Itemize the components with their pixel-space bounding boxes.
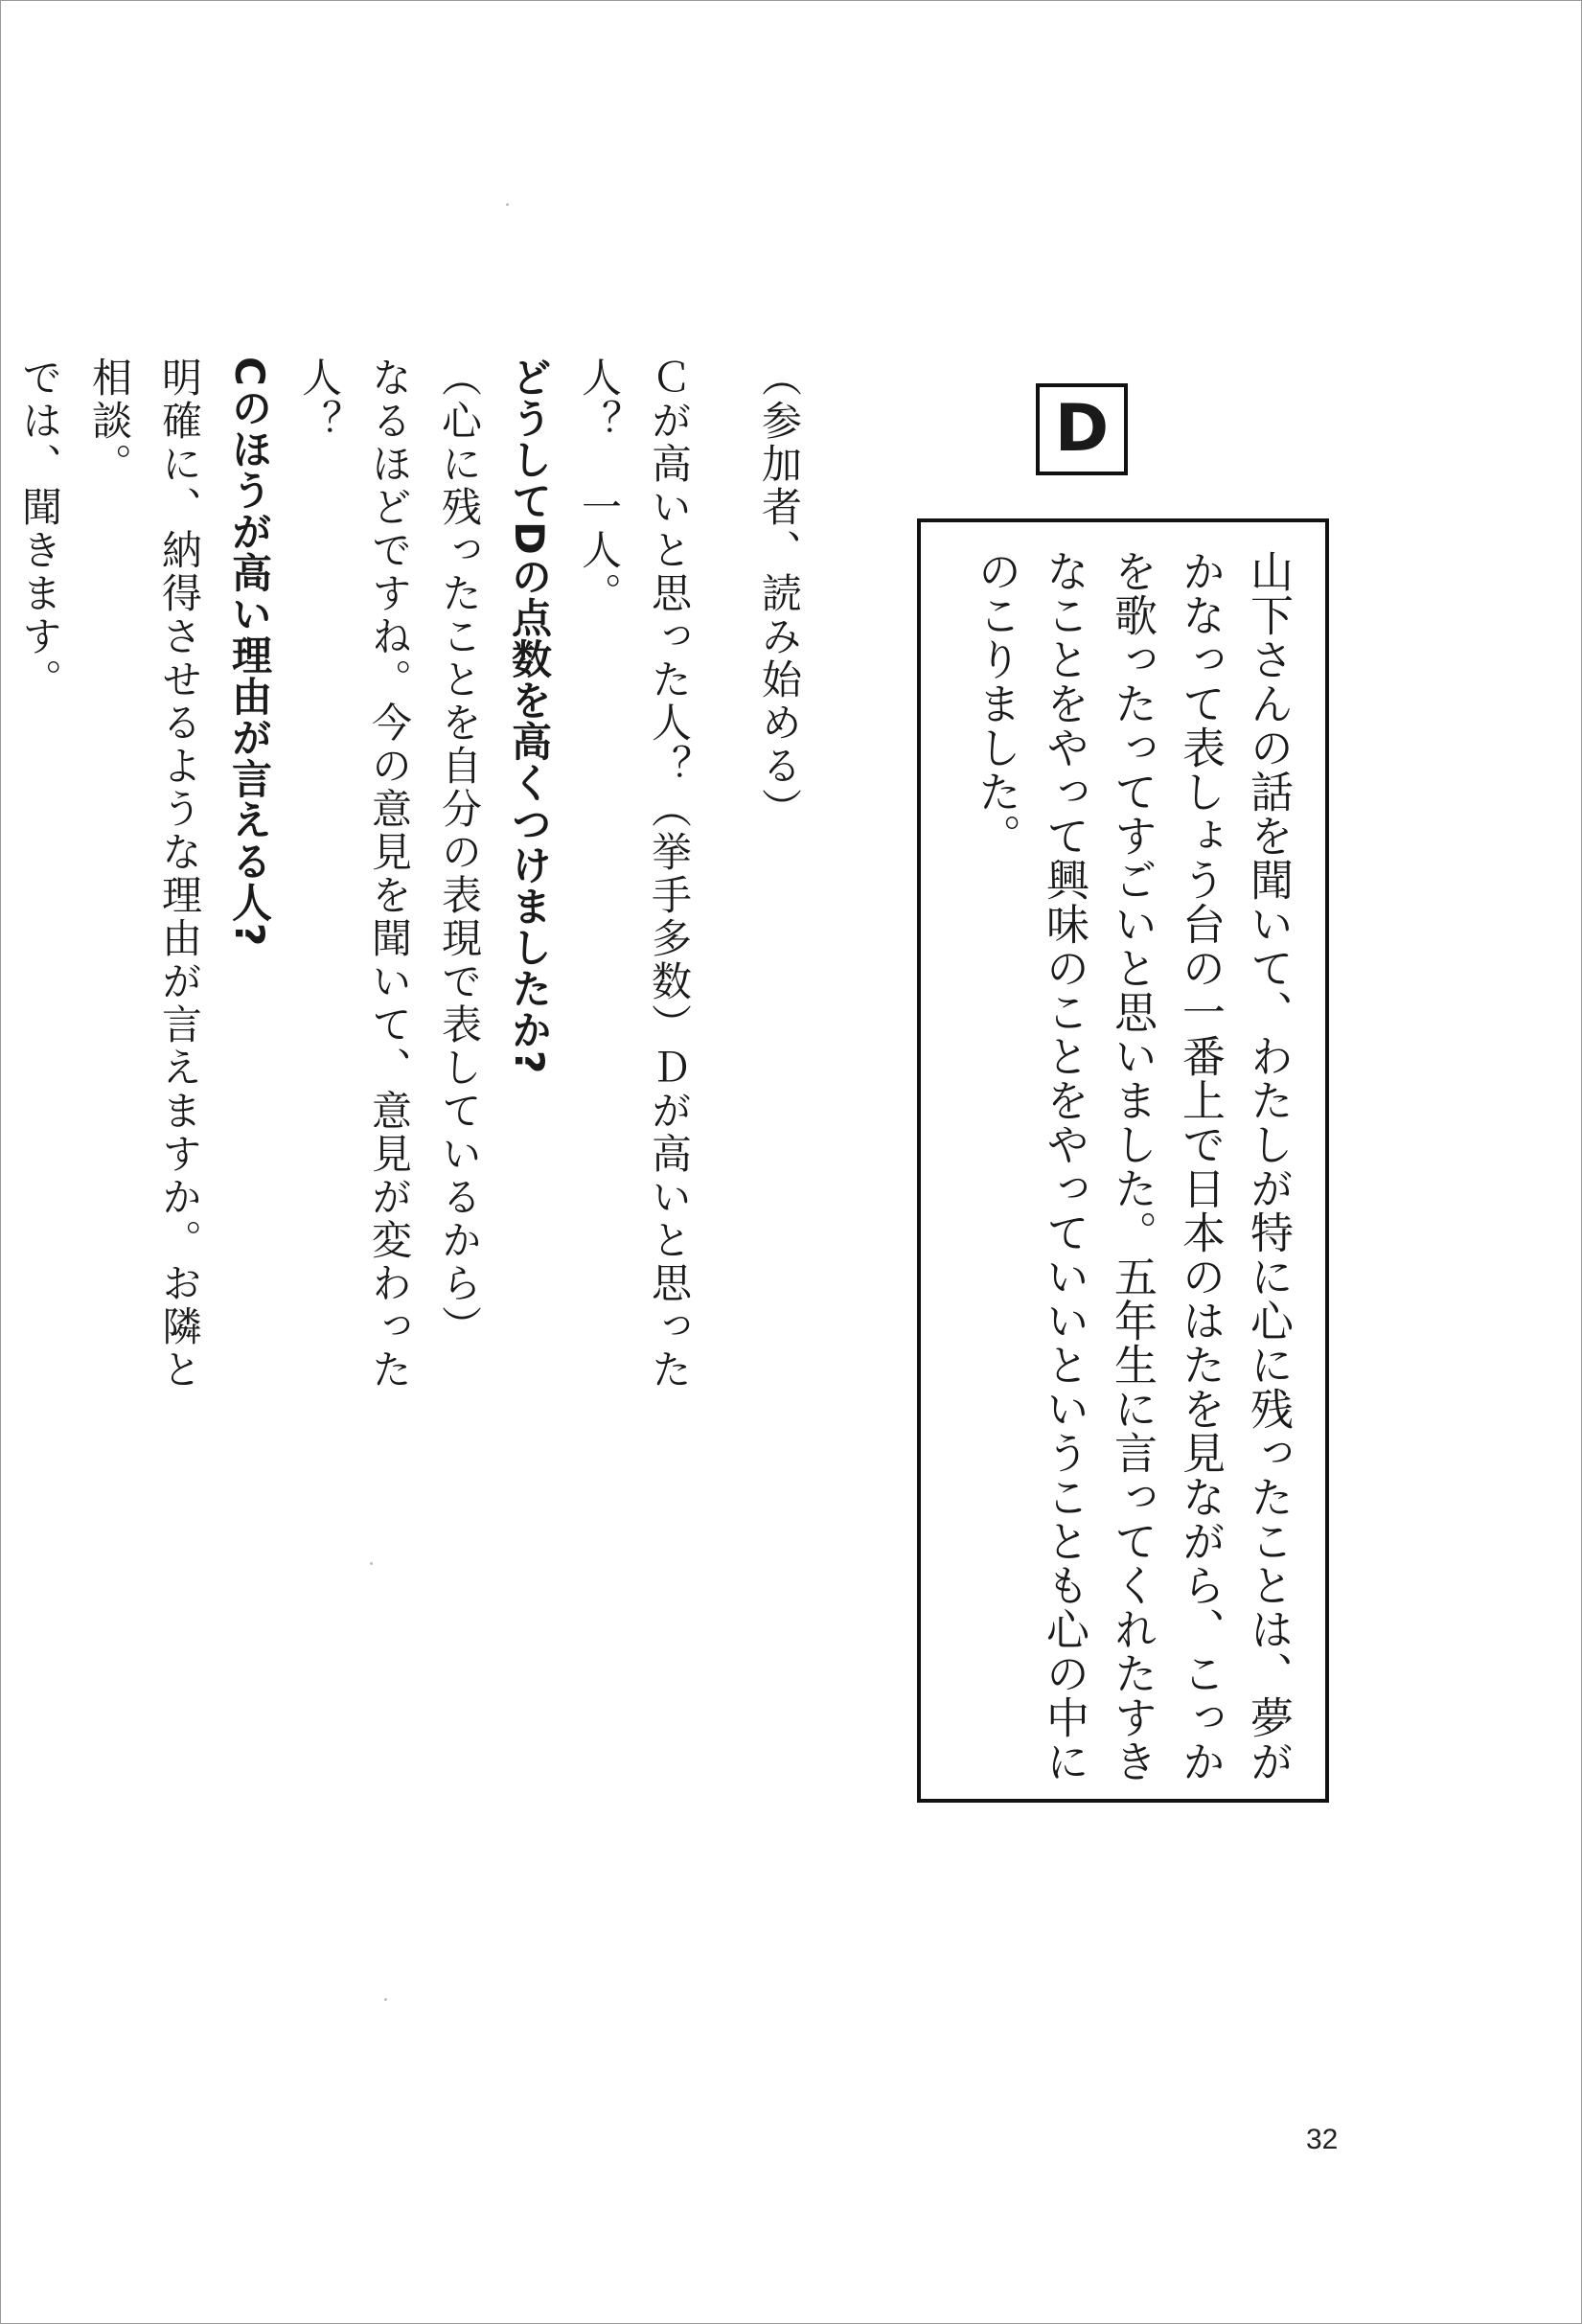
scan-speck — [506, 203, 509, 206]
section-label-text: D — [1054, 391, 1110, 467]
transcript-line: なるほどですね。今の意見を聞いて、意見が変わった人？ — [296, 357, 413, 1392]
quote-text: 山下さんの話を聞いて、わたしが特に心に残ったことは、夢がかなって表しょう台の一番上で日本のはたを見ながら、こっかを歌ったってすごいと思いました。五年生に言ってくれたすきなことをやって興味のことをやっていいということも心の中にのこりました。 — [971, 549, 1294, 1783]
transcript-line: （心に残ったことを自分の表現で表しているから） — [436, 357, 483, 1348]
transcript-line: （参加者、読み始める） — [756, 357, 803, 831]
section-label-box — [1036, 383, 1128, 475]
transcript-line: では、聞きます。 — [16, 357, 63, 702]
quote-box — [917, 518, 1329, 1803]
transcript-line — [0, 357, 5, 1392]
transcript-line: Ｃが高いと思った人？（挙手多数）Ｄが高いと思った人？ 一人。 — [576, 357, 693, 1392]
transcript-line-question: どうしてDの点数を高くつけましたか? — [506, 357, 553, 1075]
transcript — [16, 357, 814, 1392]
transcript-line-question: Cのほうが高い理由が言える人? — [226, 357, 273, 948]
scan-speck — [370, 1562, 373, 1565]
transcript-line: 明確に、納得させるような理由が言えますか。お隣と相談。 — [86, 357, 203, 1392]
page-number: 32 — [1306, 2124, 1339, 2155]
scan-speck — [384, 1998, 387, 2001]
